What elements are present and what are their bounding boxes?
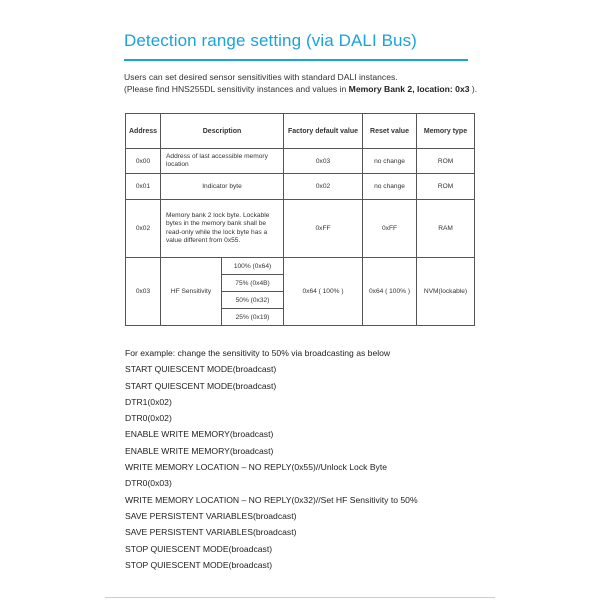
cell-description: Memory bank 2 lock byte. Lockable bytes in the memory bank shall be read-only while the lock byte has a value different from 0x55. <box>161 200 284 258</box>
cell-hf-option: 100% (0x64) <box>222 258 284 275</box>
cell-hf-option: 50% (0x32) <box>222 292 284 309</box>
command-line: DTR0(0x03) <box>125 478 172 489</box>
cell-hf-option: 25% (0x19) <box>222 309 284 326</box>
command-line: WRITE MEMORY LOCATION – NO REPLY(0x32)//Set HF Sensitivity to 50% <box>125 494 418 505</box>
command-line: DTR1(0x02) <box>125 396 172 407</box>
footer-divider <box>105 597 495 598</box>
cell-hf-option: 75% (0x4B) <box>222 275 284 292</box>
intro-paragraph <box>124 71 484 95</box>
header-reset: Reset value <box>363 114 417 149</box>
intro-line-2-bold: Memory Bank 2, location: 0x3 <box>348 84 470 94</box>
cell-default: 0x03 <box>284 149 363 174</box>
header-memory: Memory type <box>417 114 475 149</box>
command-line: STOP QUIESCENT MODE(broadcast) <box>125 543 273 554</box>
cell-address: 0x03 <box>126 258 161 326</box>
command-line: WRITE MEMORY LOCATION – NO REPLY(0x55)//Unlock Lock Byte <box>125 462 388 473</box>
intro-line-2-suffix: ). <box>469 84 478 94</box>
table-row <box>126 149 475 174</box>
header-description: Description <box>161 114 284 149</box>
example-intro: For example: change the sensitivity to 50% via broadcasting as below <box>125 348 391 358</box>
header-address: Address <box>126 114 161 149</box>
cell-address: 0x02 <box>126 200 161 258</box>
cell-default: 0x64 ( 100% ) <box>284 258 363 326</box>
example-block <box>125 345 418 573</box>
title-underline <box>124 59 468 61</box>
intro-line-1: Users can set desired sensor sensitivities with standard DALI instances. <box>124 72 398 82</box>
cell-memory: RAM <box>417 200 475 258</box>
command-line: DTR0(0x02) <box>125 413 172 424</box>
table-header-row <box>126 114 475 149</box>
cell-description: Address of last accessible memory location <box>161 149 284 174</box>
table-row <box>126 174 475 200</box>
cell-default: 0xFF <box>284 200 363 258</box>
cell-hf-label: HF Sensitivity <box>161 258 222 326</box>
intro-line-2 <box>124 83 484 95</box>
command-line: START QUIESCENT MODE(broadcast) <box>125 364 277 375</box>
cell-address: 0x00 <box>126 149 161 174</box>
command-line: START QUIESCENT MODE(broadcast) <box>125 380 277 391</box>
cell-reset: no change <box>363 149 417 174</box>
table-row <box>126 200 475 258</box>
cell-reset: no change <box>363 174 417 200</box>
header-default: Factory default value <box>284 114 363 149</box>
sensitivity-table <box>125 113 475 326</box>
cell-default: 0x02 <box>284 174 363 200</box>
command-line: ENABLE WRITE MEMORY(broadcast) <box>125 445 274 456</box>
page-title: Detection range setting (via DALI Bus) <box>124 31 417 50</box>
cell-memory: ROM <box>417 174 475 200</box>
command-line: ENABLE WRITE MEMORY(broadcast) <box>125 429 274 440</box>
cell-address: 0x01 <box>126 174 161 200</box>
cell-description: Indicator byte <box>161 174 284 200</box>
cell-reset: 0x64 ( 100% ) <box>363 258 417 326</box>
intro-line-2-prefix: (Please find HNS255DL sensitivity instances and values in <box>124 84 349 94</box>
cell-reset: 0xFF <box>363 200 417 258</box>
command-line: SAVE PERSISTENT VARIABLES(broadcast) <box>125 510 297 521</box>
cell-memory: ROM <box>417 149 475 174</box>
command-line: SAVE PERSISTENT VARIABLES(broadcast) <box>125 527 297 538</box>
cell-memory: NVM(lockable) <box>417 258 475 326</box>
command-line: STOP QUIESCENT MODE(broadcast) <box>125 559 273 570</box>
table-row-hf <box>126 258 475 275</box>
